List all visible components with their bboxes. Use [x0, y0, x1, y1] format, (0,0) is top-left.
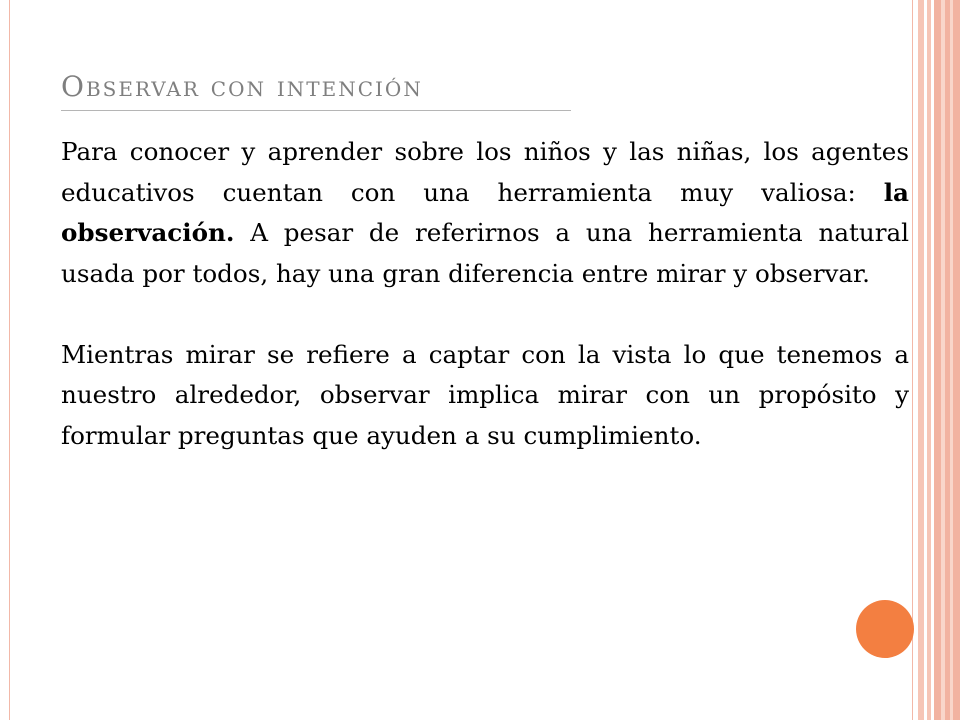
border-stripe	[918, 0, 924, 720]
border-stripe	[950, 0, 953, 720]
slide-title: Observar con intención	[61, 70, 423, 103]
border-stripe	[941, 0, 945, 720]
paragraph-1	[61, 132, 909, 294]
paragraph-1-text-before: Para conocer y aprender sobre los niños y las niñas, los agentes educativos cuentan con una herramienta muy valiosa:	[61, 137, 909, 207]
paragraph-1-text-after: A pesar de referirnos a una herramienta natural usada por todos, hay una gran diferencia entre mirar y observar.	[61, 218, 909, 288]
border-stripe	[934, 0, 960, 720]
decorative-circle	[856, 600, 914, 658]
paragraph-1-bold-term: la observación.	[61, 177, 909, 247]
paragraph-2: Mientras mirar se refiere a captar con la vista lo que tenemos a nuestro alrededor, observar implica mirar con un propósito y formular preguntas que ayuden a su cumplimiento.	[61, 339, 909, 450]
border-stripe	[927, 0, 931, 720]
title-underline	[61, 110, 571, 111]
slide-body	[61, 132, 909, 456]
